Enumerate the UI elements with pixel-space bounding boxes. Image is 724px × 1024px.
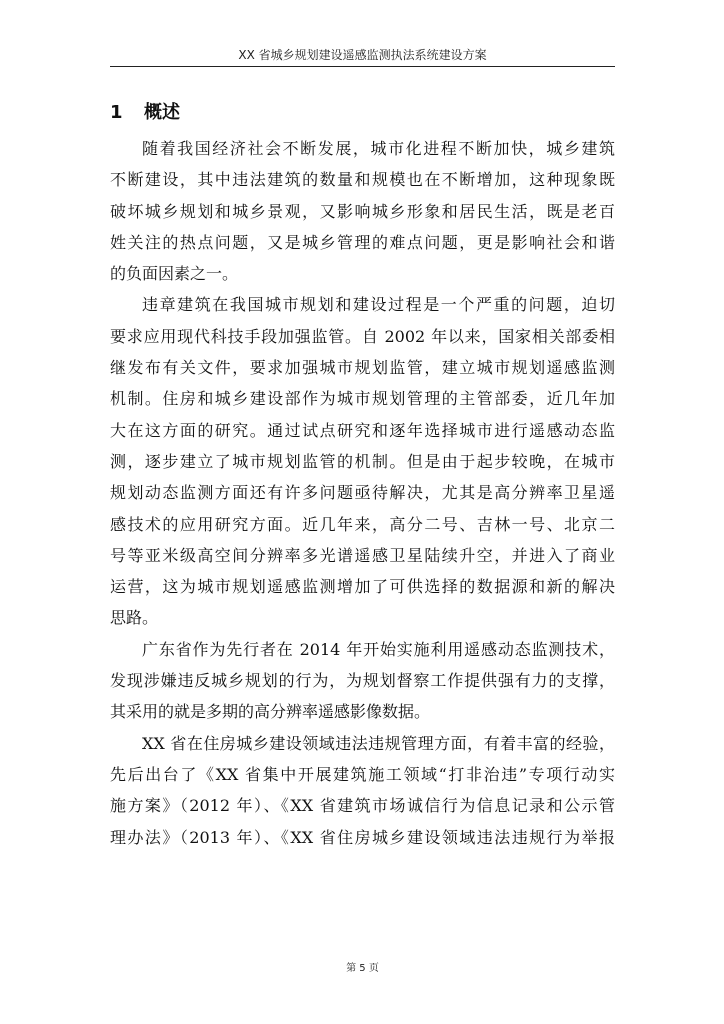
text-line: 随着我国经济社会不断发展，城市化进程不断加快，城乡建筑 — [142, 139, 615, 158]
paragraph — [110, 634, 615, 728]
section-number: 1 — [110, 102, 123, 123]
text-line: 要求应用现代科技手段加强监管。自 2002 年以来，国家相关部委相 — [110, 326, 615, 346]
paragraph — [110, 289, 615, 633]
text-line: XX 省在住房城乡建设领域违法违规管理方面，有着丰富的经验， — [142, 733, 615, 753]
text-line: 不断建设，其中违法建筑的数量和规模也在不断增加，这种现象既 — [110, 170, 615, 190]
text-line: 发现涉嫌违反城乡规划的行为，为规划督察工作提供强有力的支撑， — [110, 671, 615, 691]
text-line: 继发布有关文件，要求加强城市规划监管，建立城市规划遥感监测 — [110, 358, 615, 378]
text-line: 测，逐步建立了城市规划监管的机制。但是由于起步较晚，在城市 — [110, 451, 615, 471]
text-line: 先后出台了《XX 省集中开展建筑施工领域“打非治违”专项行动实 — [110, 764, 615, 784]
text-line: 感技术的应用研究方面。近几年来，高分二号、吉林一号、北京二 — [110, 514, 615, 534]
text-line: 广东省作为先行者在 2014 年开始实施利用遥感动态监测技术， — [142, 639, 615, 659]
text-line: 机制。住房和城乡建设部作为城市规划管理的主管部委，近几年加 — [110, 389, 615, 409]
text-line: 思路。 — [110, 608, 159, 628]
section-heading — [110, 101, 180, 125]
text-line: 规划动态监测方面还有许多问题亟待解决，尤其是高分辨率卫星遥 — [110, 483, 615, 503]
page-number: 第 5 页 — [346, 963, 379, 974]
text-line: 破坏城乡规划和城乡景观，又影响城乡形象和居民生活，既是老百 — [110, 201, 615, 221]
section-title: 概述 — [144, 102, 180, 123]
header-divider — [110, 66, 615, 67]
text-line: 施方案》（2012 年）、《XX 省建筑市场诚信行为信息记录和公示管 — [110, 796, 615, 816]
text-line: 运营，这为城市规划遥感监测增加了可供选择的数据源和新的解决 — [110, 577, 615, 597]
text-line: 的负面因素之一。 — [110, 264, 239, 284]
text-line: 其采用的就是多期的高分辨率遥感影像数据。 — [110, 702, 431, 722]
paragraph — [110, 728, 615, 853]
text-line: 理办法》（2013 年）、《XX 省住房城乡建设领域违法违规行为举报 — [110, 827, 615, 847]
text-line: 号等亚米级高空间分辨率多光谱遥感卫星陆续升空，并进入了商业 — [110, 545, 615, 565]
page-header: XX 省城乡规划建设遥感监测执法系统建设方案 — [238, 48, 487, 62]
text-line: 大在这方面的研究。通过试点研究和逐年选择城市进行遥感动态监 — [110, 420, 615, 440]
body-text — [110, 133, 615, 853]
paragraph — [110, 133, 615, 289]
text-line: 违章建筑在我国城市规划和建设过程是一个严重的问题，迫切 — [142, 295, 615, 315]
text-line: 姓关注的热点问题，又是城乡管理的难点问题，更是影响社会和谐 — [110, 232, 615, 252]
